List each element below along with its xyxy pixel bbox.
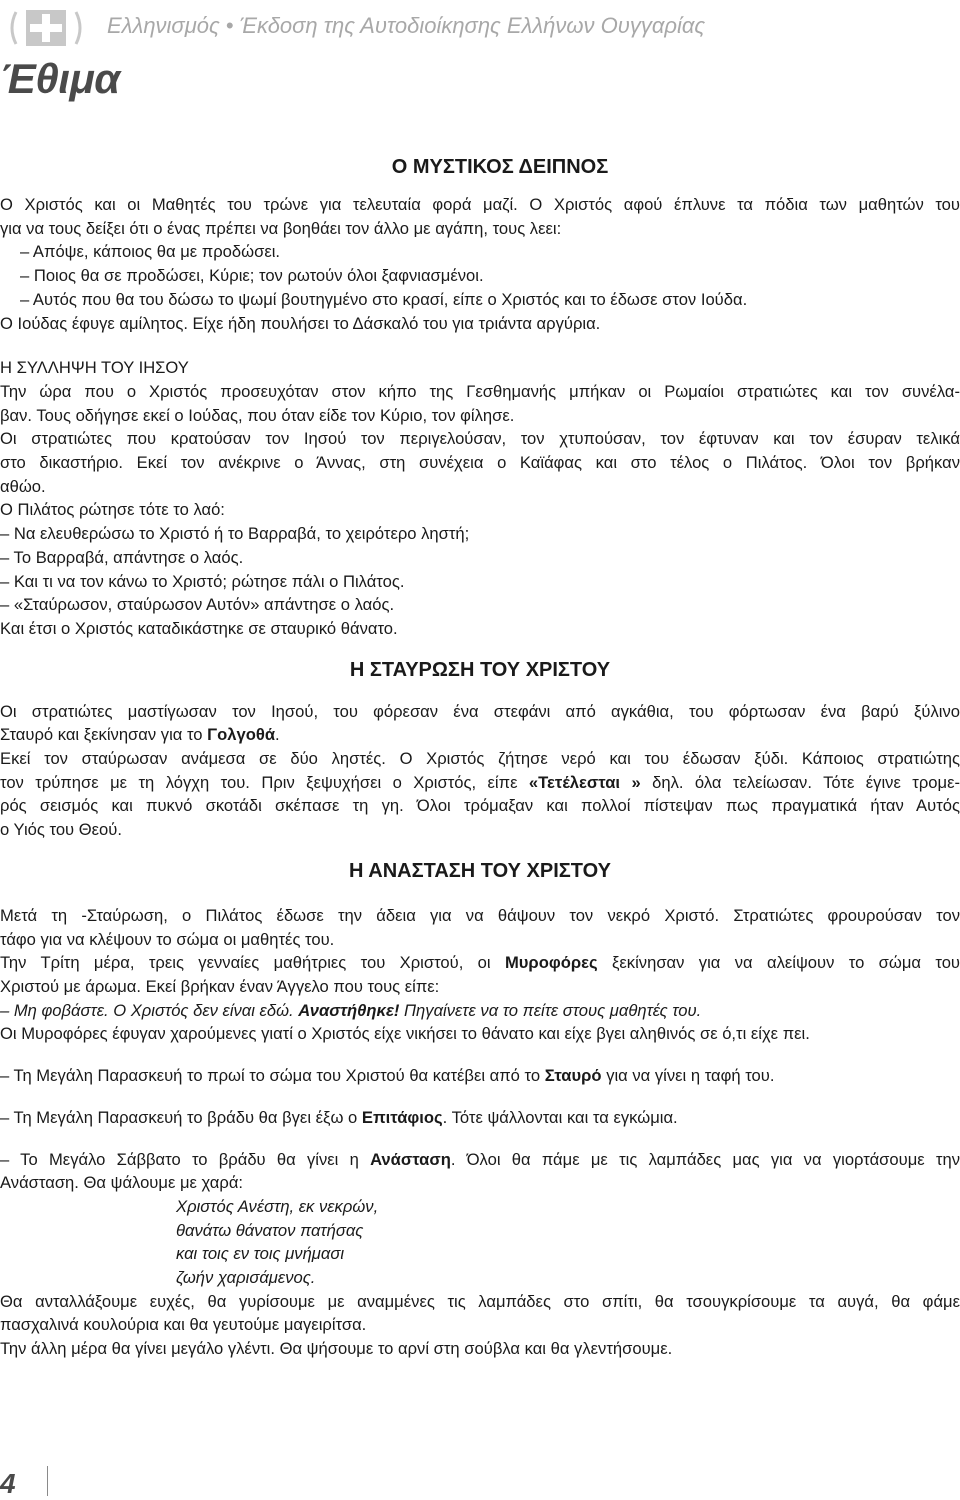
paragraph-line: τάφο για να κλέψουν το σώμα οι μαθητές του. [0,929,335,949]
paragraph-line: αθώο. [0,476,46,496]
heading-syllipsi: Η ΣΥΛΛΗΨΗ ΤΟΥ ΙΗΣΟΥ [0,358,189,378]
paragraph-line: Ο Χριστός και οι Μαθητές του τρώνε για τελευταία φορά μαζί. Ο Χριστός αφού έπλυνε τα πόδια των μαθητών του [0,195,960,214]
paragraph-line: βαν. Τους οδήγησε εκεί ο Ιούδας, που όταν είδε τον Κύριο, τον φίλησε. [0,405,515,425]
dialogue-line: – «Σταύρωσον, σταύρωσον Αυτόν» απάντησε ο λαός. [0,595,395,615]
verse-line: Χριστός Ανέστη, εκ νεκρών, [176,1196,379,1216]
bullet-line: – Τη Μεγάλη Παρασκευή το βράδυ θα βγει έξω ο Επιτάφιος. Τότε ψάλλονται και τα εγκώμια. [0,1107,678,1127]
dialogue-line: – Ποιος θα σε προδώσει, Κύριε; τον ρωτούν όλοι ξαφνιασμένοι. [20,266,484,286]
dialogue-line: – Και τι να τον κάνω το Χριστό; ρώτησε πάλι ο Πιλάτος. [0,571,405,591]
paragraph-line: ο Υιός του Θεού. [0,820,122,840]
verse-line: θανάτω θάνατον πατήσας [176,1220,364,1240]
verse-line: ζωήν χαρισάμενος. [176,1268,316,1288]
paragraph-line: Εκεί τον σταύρωσαν ανάμεσα σε δύο ληστές. Ο Χριστός ζήτησε νερό και του έδωσαν ξύδι. Κάποιος στρατιώτης [0,749,960,769]
heading-stavrosi: Η ΣΤΑΥΡΩΣΗ ΤΟΥ ΧΡΙΣΤΟΥ [349,658,611,681]
paragraph-line: Ανάσταση. Θα ψάλουμε με χαρά: [0,1173,244,1193]
paragraph-line: για να τους δείξει ότι ο ένας πρέπει να βοηθάει τον άλλο με αγάπη, τους λεει: [0,218,562,238]
bold-term: Ανάσταση [370,1149,451,1169]
bold-term: Αναστήθηκε! [298,1000,400,1020]
footer-divider [47,1466,48,1496]
paragraph-line: Την Τρίτη μέρα, τρεις γενναίες μαθήτριες του Χριστού, οι Μυροφόρες ξεκίνησαν για να αλείψουν το σώμα του [0,953,960,973]
bold-term: Σταυρό [544,1066,602,1086]
verse-line: και τοις εν τοις μνήμασι [176,1244,345,1264]
paragraph-line: Οι στρατιώτες μαστίγωσαν τον Ιησού, του φόρεσαν ένα στεφάνι από αγκάθια, του φόρτωσαν ένα βαρύ ξύλινο [0,701,960,721]
section-title: Έθιμα [0,55,120,102]
paragraph-line: Την ώρα που ο Χριστός προσευχόταν στον κήπο της Γεσθημανής μπήκαν οι Ρωμαίοι στρατιώτες και τον συνέλα- [0,381,960,401]
paragraph-line: Χριστού με άρωμα. Εκεί βρήκαν έναν Άγγελο που τους είπε: [0,976,440,996]
paragraph-line: Ο Πιλάτος ρώτησε τότε το λαό: [0,500,225,520]
article [0,148,960,1361]
paragraph-line: Και έτσι ο Χριστός καταδικάστηκε σε σταυρικό θάνατο. [0,618,398,638]
bullet-line: – Το Μεγάλο Σάββατο το βράδυ θα γίνει η Ανάσταση. Όλοι θα πάμε με τις λαμπάδες μας για να γιορτάσουμε την [0,1149,960,1169]
heading-anastasi: Η ΑΝΑΣΤΑΣΗ ΤΟΥ ΧΡΙΣΤΟΥ [349,859,611,882]
publication-title: Ελληνισμός • Έκδοση της Αυτοδιοίκησης Ελλήνων Ουγγαρίας [107,13,706,38]
bold-term: Γολγοθά [207,725,276,745]
paragraph-line: Σταυρό και ξεκίνησαν για το Γολγοθά. [0,725,280,745]
greek-cross-laurel-emblem-icon [6,6,86,50]
page-number: 4 [0,1468,16,1499]
dialogue-line: – Αυτός που θα του δώσω το ψωμί βουτηγμένο στο κρασί, είπε ο Χριστός και το έδωσε στον Ιούδα. [20,289,748,309]
bullet-line: – Τη Μεγάλη Παρασκευή το πρωί το σώμα του Χριστού θα κατέβει από το Σταυρό για να γίνει η ταφή του. [0,1066,775,1086]
paragraph-line: Θα ανταλλάξουμε ευχές, θα γυρίσουμε με αναμμένες τις λαμπάδες στο σπίτι, θα τσουγκρίσουμε τα αυγά, θα φάμε [0,1291,960,1311]
paragraph-line: Ο Ιούδας έφυγε αμίλητος. Είχε ήδη πουλήσει το Δάσκαλό του για τριάντα αργύρια. [0,313,601,333]
paragraph-line: Οι Μυροφόρες έφυγαν χαρούμενες γιατί ο Χριστός είχε νικήσει το θάνατο και είχε βγει αληθινός σε ό,τι είχε πει. [0,1024,810,1044]
paragraph-line: τον τρύπησε με τη λόγχη του. Πριν ξεψυχήσει ο Χριστός, είπε «Τετέλεσται » δηλ. όλα τελείωσαν. Τότε έγινε τρομε- [0,772,960,792]
paragraph-line: Οι στρατιώτες που κρατούσαν τον Ιησού τον περιγελούσαν, τον χτυπούσαν, τον έφτυναν και τον έσυραν τελικά [0,429,960,449]
paragraph-line: ρός σεισμός και πυκνό σκοτάδι σκέπασε τη γη. Όλοι τρόμαξαν και πολλοί πίστεψαν πως πραγματικά ήταν Αυτός [0,796,960,816]
bold-term: Μυροφόρες [504,953,598,973]
bold-term: Επιτάφιος [361,1107,443,1127]
dialogue-line: – Το Βαρραβά, απάντησε ο λαός. [0,547,244,567]
heading-mystikos-deipnos: Ο ΜΥΣΤΙΚΟΣ ΔΕΙΠΝΟΣ [391,156,609,178]
paragraph-line: πασχαλινά κουλούρια και θα γευτούμε μαγειρίτσα. [0,1315,367,1335]
paragraph-line: – Μη φοβάστε. Ο Χριστός δεν είναι εδώ. Αναστήθηκε! Πηγαίνετε να το πείτε στους μαθητές του. [0,1000,702,1020]
dialogue-line: – Απόψε, κάποιος θα με προδώσει. [20,242,281,262]
paragraph-line: Την άλλη μέρα θα γίνει μεγάλο γλέντι. Θα ψήσουμε το αρνί στη σούβλα και θα γλεντήσουμε. [0,1339,673,1359]
paragraph-line: στο δικαστήριο. Εκεί τον ανέκρινε ο Άννας, στη συνέχεια ο Καϊάφας και στο τέλος ο Πιλάτος. Όλοι τον βρήκαν [0,453,960,473]
dialogue-line: – Να ελευθερώσω το Χριστό ή το Βαρραβά, το χειρότερο ληστή; [0,524,470,544]
paragraph-line: Μετά τη -Σταύρωση, ο Πιλάτος έδωσε την άδεια για να θάψουν τον νεκρό Χριστό. Στρατιώτες φρουρούσαν τον [0,905,960,925]
bold-term: «Τετέλεσται » [528,772,641,792]
